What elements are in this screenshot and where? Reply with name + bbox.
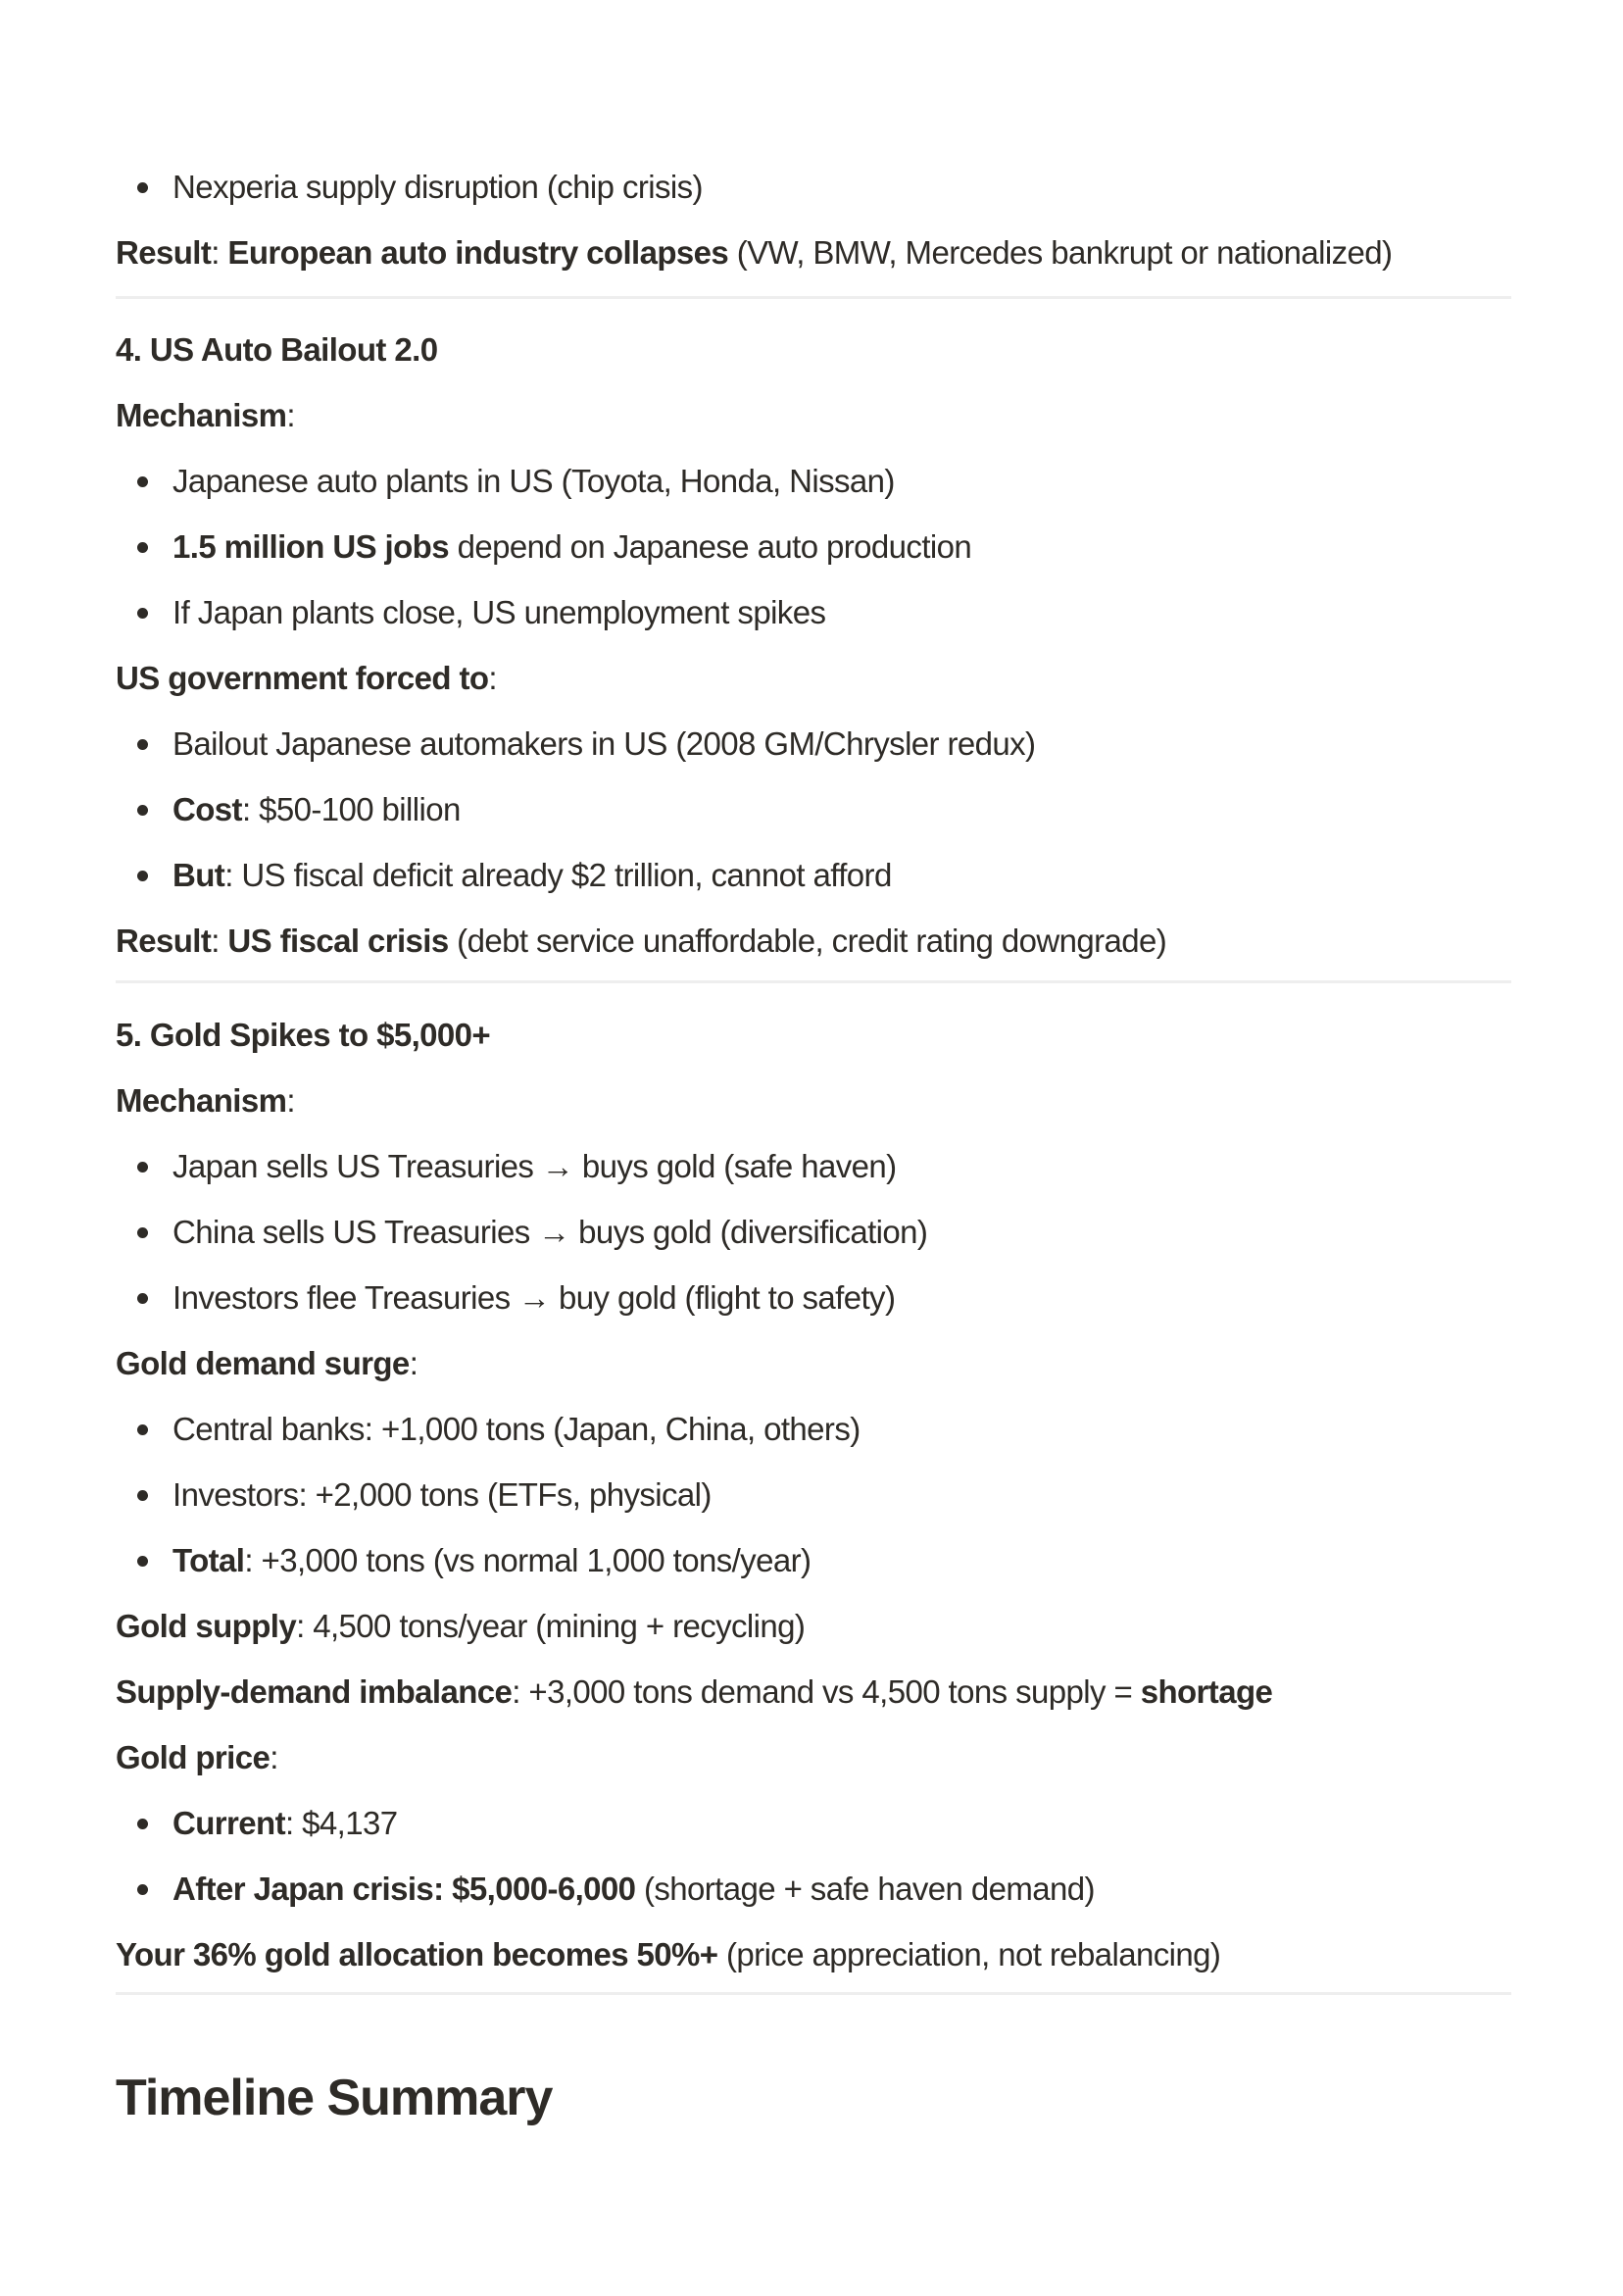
list-item-text: Bailout Japanese automakers in US (2008 GM/Chrysler redux): [172, 725, 1036, 762]
list-item-text: : +3,000 tons (vs normal 1,000 tons/year): [244, 1542, 812, 1578]
supply-label: Gold supply: [116, 1608, 297, 1644]
list-item-bold: Current: [172, 1805, 285, 1841]
result-emphasis: US fiscal crisis: [227, 923, 449, 959]
bullet-icon: [137, 1293, 148, 1304]
list-item-text: If Japan plants close, US unemployment spikes: [172, 594, 826, 630]
list-item-text: Investors flee Treasuries → buy gold (flight to safety): [172, 1279, 896, 1316]
colon: :: [488, 660, 497, 696]
bullet-icon: [137, 739, 148, 750]
bullet-icon: [137, 871, 148, 881]
colon: :: [286, 397, 295, 433]
bullet-icon: [137, 1556, 148, 1567]
bullet-icon: [137, 476, 148, 487]
list-item: [172, 168, 703, 207]
list-item: [172, 1804, 397, 1843]
list-item: [172, 724, 1035, 764]
list-item-text: Japanese auto plants in US (Toyota, Honda, Nissan): [172, 463, 895, 499]
list-item-text: : US fiscal deficit already $2 trillion, cannot afford: [224, 857, 892, 893]
bullet-icon: [137, 805, 148, 816]
result-detail: (VW, BMW, Mercedes bankrupt or nationalized): [728, 234, 1393, 271]
list-item: [172, 1410, 861, 1449]
bullet-icon: [137, 1162, 148, 1173]
list-item-text: Japan sells US Treasuries → buys gold (safe haven): [172, 1148, 897, 1184]
result-label: Result: [116, 234, 212, 271]
mechanism-label-line: [116, 396, 295, 435]
result-emphasis: European auto industry collapses: [227, 234, 729, 271]
bullet-icon: [137, 608, 148, 619]
colon: :: [211, 234, 228, 271]
list-item: [172, 1541, 811, 1580]
bullet-icon: [137, 1884, 148, 1895]
bullet-icon: [137, 542, 148, 553]
allocation-paragraph: [116, 1935, 1220, 1974]
list-item: [172, 1870, 1095, 1909]
horizontal-divider: [116, 296, 1511, 299]
colon: :: [286, 1082, 295, 1119]
horizontal-divider: [116, 1992, 1511, 1995]
demand-label-line: [116, 1344, 418, 1383]
allocation-detail: (price appreciation, not rebalancing): [717, 1936, 1221, 1972]
list-item-text: depend on Japanese auto production: [449, 528, 972, 565]
result-label: Result: [116, 923, 212, 959]
section-heading: 5. Gold Spikes to $5,000+: [116, 1017, 491, 1053]
bullet-icon: [137, 1227, 148, 1238]
imbalance-emphasis: shortage: [1140, 1673, 1273, 1710]
price-label: Gold price: [116, 1739, 270, 1775]
demand-label: Gold demand surge: [116, 1345, 410, 1381]
list-item-bold: Total: [172, 1542, 245, 1578]
result-paragraph: [116, 922, 1166, 961]
list-item: [172, 527, 971, 567]
list-item: [172, 1213, 927, 1252]
bullet-icon: [137, 182, 148, 193]
list-item-bold: Cost: [172, 791, 242, 827]
list-item: [172, 1475, 712, 1515]
result-paragraph: [116, 233, 1392, 273]
supply-paragraph: [116, 1607, 805, 1646]
result-detail: (debt service unaffordable, credit rating downgrade): [448, 923, 1167, 959]
list-item-text: : $50-100 billion: [241, 791, 461, 827]
list-item: [172, 1278, 895, 1318]
list-item: [172, 1147, 897, 1186]
list-item: [172, 593, 825, 632]
list-item-bold: 1.5 million US jobs: [172, 528, 449, 565]
list-item: [172, 856, 892, 895]
list-item-bold: After Japan crisis: $5,000-6,000: [172, 1871, 636, 1907]
bullet-icon: [137, 1424, 148, 1435]
mechanism-label-line: [116, 1081, 295, 1121]
colon: :: [409, 1345, 418, 1381]
imbalance-paragraph: [116, 1672, 1272, 1712]
mechanism-label: Mechanism: [116, 397, 287, 433]
colon: :: [270, 1739, 278, 1775]
allocation-emphasis: Your 36% gold allocation becomes 50%+: [116, 1936, 718, 1972]
list-item-text: Nexperia supply disruption (chip crisis): [172, 169, 703, 205]
list-item-text: Investors: +2,000 tons (ETFs, physical): [172, 1476, 712, 1513]
list-item-text: China sells US Treasuries → buys gold (diversification): [172, 1214, 928, 1250]
list-item: [172, 462, 895, 501]
supply-text: : 4,500 tons/year (mining + recycling): [296, 1608, 806, 1644]
forced-label-line: [116, 659, 497, 698]
list-item-bold: But: [172, 857, 225, 893]
section-heading: 4. US Auto Bailout 2.0: [116, 331, 438, 368]
section-title: Timeline Summary: [116, 2070, 553, 2126]
list-item-detail: (shortage + safe haven demand): [635, 1871, 1095, 1907]
bullet-icon: [137, 1490, 148, 1501]
imbalance-label: Supply-demand imbalance: [116, 1673, 513, 1710]
forced-label: US government forced to: [116, 660, 489, 696]
list-item-text: : $4,137: [284, 1805, 398, 1841]
list-item-text: Central banks: +1,000 tons (Japan, China, others): [172, 1411, 861, 1447]
bullet-icon: [137, 1819, 148, 1829]
imbalance-text: : +3,000 tons demand vs 4,500 tons supply =: [512, 1673, 1141, 1710]
colon: :: [211, 923, 228, 959]
price-label-line: [116, 1738, 278, 1777]
list-item: [172, 790, 461, 829]
horizontal-divider: [116, 980, 1511, 983]
mechanism-label: Mechanism: [116, 1082, 287, 1119]
